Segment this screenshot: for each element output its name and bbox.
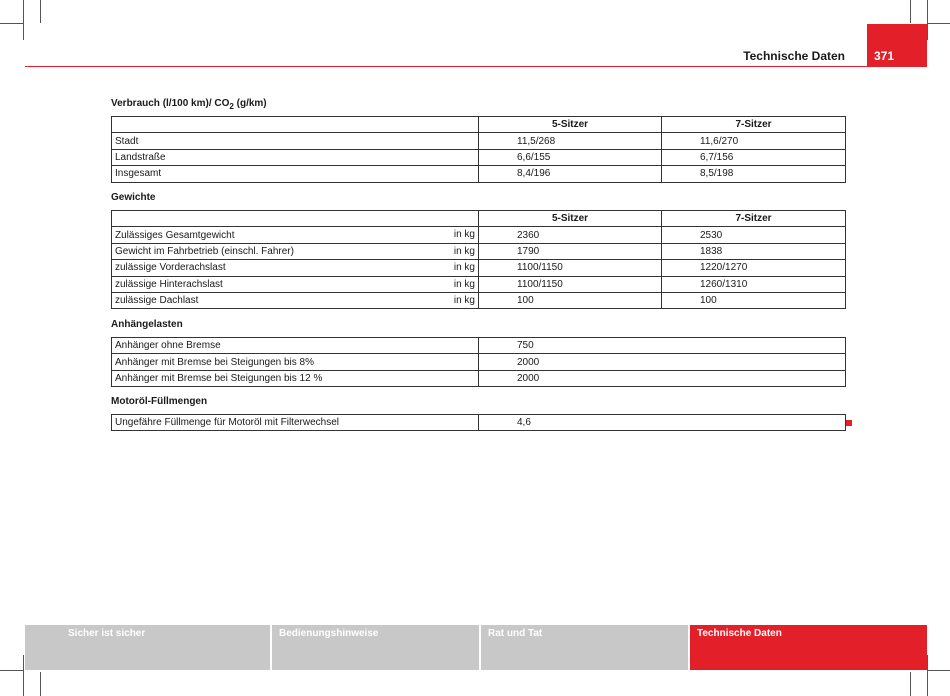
- table-row: [112, 415, 846, 431]
- unit-label: in kg: [453, 262, 475, 274]
- footer-navigation: [25, 625, 927, 670]
- footer-tab-sicher-ist-sicher[interactable]: Sicher ist sicher: [25, 625, 270, 670]
- unit-label: in kg: [453, 245, 475, 257]
- column-header: 5-Sitzer: [479, 117, 662, 133]
- row-label: Stadt: [112, 133, 479, 149]
- section-end-marker: [846, 420, 852, 426]
- row-label: Anhänger mit Bremse bei Steigungen bis 8%: [112, 354, 479, 370]
- footer-tab-rat-und-tat[interactable]: Rat und Tat: [481, 625, 688, 670]
- column-header: 7-Sitzer: [662, 117, 846, 133]
- row-label: Anhänger mit Bremse bei Steigungen bis 12 %: [112, 370, 479, 386]
- table-row: [112, 133, 846, 149]
- crop-mark: [23, 655, 24, 696]
- row-label: zulässige Dachlast: [115, 295, 199, 307]
- crop-mark: [910, 0, 911, 23]
- cell-value: 1790: [479, 243, 662, 259]
- cell-value: 750: [479, 338, 846, 354]
- row-label: zulässige Vorderachslast: [115, 262, 226, 274]
- table-row: [112, 338, 846, 354]
- cell-value: 1220/1270: [662, 260, 846, 276]
- row-label: zulässige Hinterachslast: [115, 278, 223, 290]
- cell-value: 1260/1310: [662, 276, 846, 292]
- row-label: Ungefähre Füllmenge für Motoröl mit Filterwechsel: [112, 415, 479, 431]
- table-row: [112, 166, 846, 182]
- section-title-verbrauch: Verbrauch (l/100 km)/ $CO_2$ (g/km): [111, 98, 267, 111]
- cell-value: 1100/1150: [479, 260, 662, 276]
- crop-mark: [927, 655, 928, 696]
- cell-value: 6,6/155: [479, 149, 662, 165]
- table-header-row: [112, 211, 846, 227]
- row-label: Zulässiges Gesamtgewicht: [115, 229, 235, 241]
- page-title: Technische Daten: [743, 49, 845, 63]
- crop-mark: [0, 23, 23, 24]
- cell-value: 6,7/156: [662, 149, 846, 165]
- crop-mark: [0, 670, 23, 671]
- table-row: [112, 149, 846, 165]
- page-number: 371: [867, 24, 927, 67]
- engine-oil-table: [111, 414, 846, 431]
- crop-mark: [23, 0, 24, 40]
- crop-mark: [927, 0, 928, 40]
- table-row: [112, 370, 846, 386]
- cell-value: 2360: [479, 227, 662, 243]
- column-header: 7-Sitzer: [662, 211, 846, 227]
- section-title-gewichte: Gewichte: [111, 192, 156, 203]
- table-row: [112, 292, 846, 308]
- footer-tab-bedienungshinweise[interactable]: Bedienungshinweise: [272, 625, 479, 670]
- table-row: [112, 354, 846, 370]
- section-title-anhaengelasten: Anhängelasten: [111, 319, 183, 330]
- table-header-row: [112, 117, 846, 133]
- crop-mark: [927, 23, 950, 24]
- cell-value: 1838: [662, 243, 846, 259]
- cell-value: 2530: [662, 227, 846, 243]
- cell-value: 4,6: [479, 415, 846, 431]
- row-label: Gewicht im Fahrbetrieb (einschl. Fahrer): [115, 245, 294, 257]
- table-row: [112, 276, 846, 292]
- crop-mark: [910, 672, 911, 696]
- table-row: [112, 243, 846, 259]
- cell-value: 8,5/198: [662, 166, 846, 182]
- row-label: Insgesamt: [112, 166, 479, 182]
- unit-label: in kg: [453, 229, 475, 241]
- cell-value: 100: [479, 292, 662, 308]
- consumption-table: [111, 116, 846, 183]
- row-label: Landstraße: [112, 149, 479, 165]
- row-label: Anhänger ohne Bremse: [112, 338, 479, 354]
- cell-value: 1100/1150: [479, 276, 662, 292]
- weights-table: [111, 210, 846, 309]
- unit-label: in kg: [453, 278, 475, 290]
- cell-value: 2000: [479, 354, 846, 370]
- section-title-motoroel: Motoröl-Füllmengen: [111, 396, 208, 407]
- cell-value: 100: [662, 292, 846, 308]
- cell-value: 11,5/268: [479, 133, 662, 149]
- footer-tab-technische-daten[interactable]: Technische Daten: [690, 625, 927, 670]
- cell-value: 8,4/196: [479, 166, 662, 182]
- cell-value: 2000: [479, 370, 846, 386]
- crop-mark: [40, 0, 41, 23]
- trailer-loads-table: [111, 337, 846, 387]
- crop-mark: [40, 672, 41, 696]
- unit-label: in kg: [453, 294, 475, 306]
- header-divider: [25, 66, 927, 67]
- crop-mark: [927, 670, 950, 671]
- table-row: [112, 260, 846, 276]
- column-header: 5-Sitzer: [479, 211, 662, 227]
- table-row: [112, 227, 846, 243]
- cell-value: 11,6/270: [662, 133, 846, 149]
